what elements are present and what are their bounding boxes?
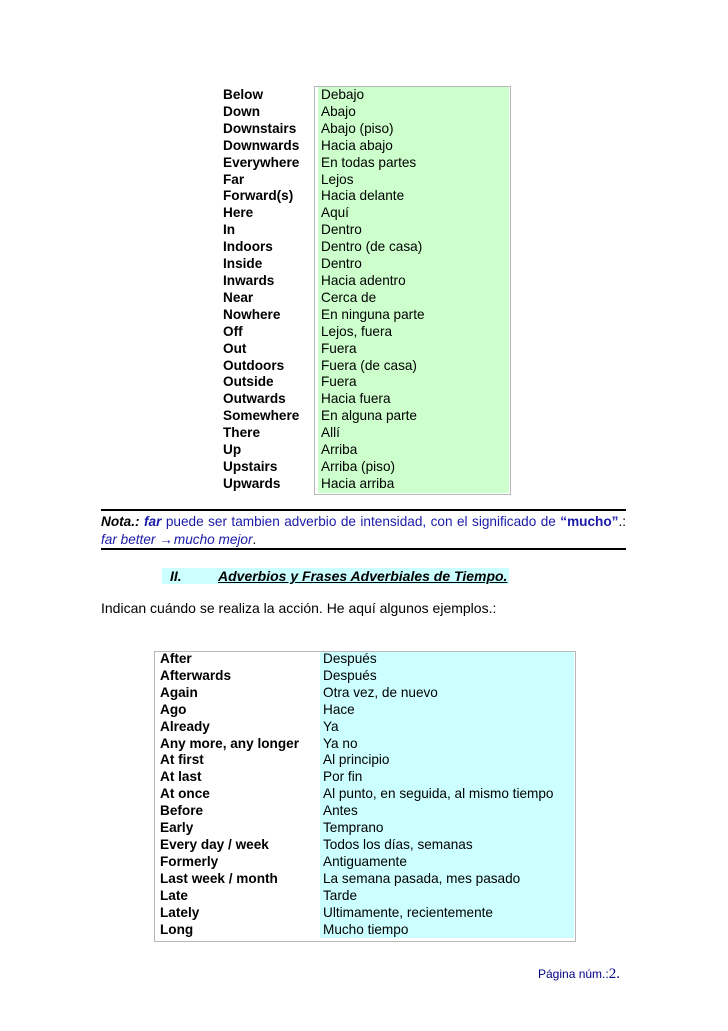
place-adverb-row <box>217 442 509 459</box>
time-adverb-row <box>154 786 574 803</box>
spanish-translation: Después <box>320 668 574 685</box>
place-adverb-row <box>217 273 509 290</box>
english-term: Down <box>223 103 260 119</box>
spanish-translation: Temprano <box>320 820 574 837</box>
time-adverb-row <box>154 668 574 685</box>
english-term: After <box>160 651 192 666</box>
spanish-translation: Dentro <box>318 222 509 239</box>
note-end: . <box>252 532 257 547</box>
time-adverb-row <box>154 685 574 702</box>
time-adverb-row <box>154 651 574 668</box>
english-term: Somewhere <box>223 408 300 424</box>
spanish-translation: Abajo <box>318 104 509 121</box>
section-heading <box>162 568 509 584</box>
spanish-translation: Hacia delante <box>318 188 509 205</box>
english-term: Far <box>223 171 245 187</box>
english-term: Formerly <box>160 853 219 869</box>
place-adverb-row <box>217 374 509 391</box>
time-adverb-row <box>154 905 574 922</box>
english-term: Forward(s) <box>223 188 294 204</box>
english-term: Every day / week <box>160 836 269 852</box>
english-term: Upwards <box>223 475 281 491</box>
spanish-translation: Hacia adentro <box>318 273 509 290</box>
time-adverb-row <box>154 803 574 820</box>
spanish-translation: Lejos <box>318 172 509 189</box>
spanish-translation: Abajo (piso) <box>318 121 509 138</box>
spanish-translation: Arriba <box>318 442 509 459</box>
spanish-translation: Fuera <box>318 341 509 358</box>
spanish-translation: Después <box>320 651 574 668</box>
english-term: Before <box>160 803 204 819</box>
english-term: Below <box>223 87 264 102</box>
footer-label: Página núm.: <box>538 967 609 981</box>
english-term: Lately <box>160 904 200 920</box>
spanish-translation: Fuera <box>318 374 509 391</box>
place-adverb-row <box>217 341 509 358</box>
note-text: puede ser tambien adverbio de intensidad, con el significado de <box>161 514 561 529</box>
place-adverb-row <box>217 121 509 138</box>
english-term: Ago <box>160 701 187 717</box>
english-term: Last week / month <box>160 870 278 886</box>
english-term: Outdoors <box>223 357 285 373</box>
place-adverb-row <box>217 307 509 324</box>
spanish-translation: Allí <box>318 425 509 442</box>
spanish-translation: Al principio <box>320 752 574 769</box>
english-term: Downstairs <box>223 120 297 136</box>
place-adverb-row <box>217 290 509 307</box>
place-adverb-row <box>217 324 509 341</box>
spanish-translation: Otra vez, de nuevo <box>320 685 574 702</box>
place-adverb-row <box>217 155 509 172</box>
note-example-es: mucho mejor <box>173 532 253 547</box>
spanish-translation: En ninguna parte <box>318 307 509 324</box>
spanish-translation: Hacia fuera <box>318 391 509 408</box>
page-number: 2. <box>608 966 620 982</box>
intro-text: Indican cuándo se realiza la acción. He aquí algunos ejemplos.: <box>101 600 497 616</box>
time-adverb-row <box>154 820 574 837</box>
place-adverb-row <box>217 256 509 273</box>
place-adverb-row <box>217 87 509 104</box>
note-term: far <box>143 514 162 529</box>
spanish-translation: Por fin <box>320 769 574 786</box>
note-example-en: far better <box>101 532 160 547</box>
spanish-translation: Arriba (piso) <box>318 459 509 476</box>
spanish-translation: Lejos, fuera <box>318 324 509 341</box>
english-term: Any more, any longer <box>160 735 299 751</box>
section-number: II. <box>170 568 182 584</box>
time-adverb-row <box>154 769 574 786</box>
arrow-right-icon: → <box>159 532 173 547</box>
english-term: Early <box>160 820 194 836</box>
place-adverb-row <box>217 476 509 493</box>
english-term: Everywhere <box>223 154 300 170</box>
page-footer <box>538 966 620 983</box>
spanish-translation: Hace <box>320 702 574 719</box>
english-term: Nowhere <box>223 306 281 322</box>
english-term: Outwards <box>223 391 286 407</box>
english-term: There <box>223 425 261 441</box>
spanish-translation: Cerca de <box>318 290 509 307</box>
english-term: In <box>223 222 236 238</box>
spanish-translation: Debajo <box>318 87 509 104</box>
section-title: Adverbios y Frases Adverbiales de Tiempo. <box>218 568 508 584</box>
spanish-translation: Hacia arriba <box>318 476 509 493</box>
english-term: At first <box>160 752 204 768</box>
english-term: Downwards <box>223 137 300 153</box>
english-term: Late <box>160 887 188 903</box>
spanish-translation: Antes <box>320 803 574 820</box>
place-adverb-row <box>217 391 509 408</box>
english-term: At last <box>160 769 202 785</box>
spanish-translation: Al punto, en seguida, al mismo tiempo <box>320 786 574 803</box>
place-adverb-row <box>217 205 509 222</box>
time-adverb-row <box>154 752 574 769</box>
place-adverb-row <box>217 239 509 256</box>
spanish-translation: Hacia abajo <box>318 138 509 155</box>
english-term: At once <box>160 786 210 802</box>
spanish-translation: Fuera (de casa) <box>318 358 509 375</box>
time-adverbs-body <box>154 651 574 938</box>
note-top-rule <box>101 509 626 511</box>
place-adverb-row <box>217 138 509 155</box>
time-adverb-row <box>154 922 574 939</box>
time-adverb-row <box>154 736 574 753</box>
english-term: Indoors <box>223 239 273 255</box>
place-adverb-row <box>217 172 509 189</box>
spanish-translation: La semana pasada, mes pasado <box>320 871 574 888</box>
spanish-translation: Dentro (de casa) <box>318 239 509 256</box>
place-adverbs-body <box>217 87 509 493</box>
time-adverb-row <box>154 854 574 871</box>
time-adverb-row <box>154 888 574 905</box>
place-adverb-row <box>217 104 509 121</box>
place-adverb-row <box>217 408 509 425</box>
note-label: Nota.: <box>101 514 140 529</box>
spanish-translation: Aquí <box>318 205 509 222</box>
time-adverb-row <box>154 871 574 888</box>
note-separator: .: <box>618 514 626 529</box>
english-term: Already <box>160 718 210 734</box>
english-term: Outside <box>223 374 274 390</box>
place-adverb-row <box>217 459 509 476</box>
note-bottom-rule <box>101 548 626 550</box>
english-term: Afterwards <box>160 667 232 683</box>
place-adverb-row <box>217 222 509 239</box>
english-term: Inside <box>223 256 263 272</box>
time-adverb-row <box>154 837 574 854</box>
english-term: Long <box>160 921 194 937</box>
english-term: Inwards <box>223 272 275 288</box>
spanish-translation: Ya no <box>320 736 574 753</box>
spanish-translation: Ya <box>320 719 574 736</box>
spanish-translation: Antiguamente <box>320 854 574 871</box>
spanish-translation: En alguna parte <box>318 408 509 425</box>
english-term: Here <box>223 205 254 221</box>
english-term: Up <box>223 442 242 458</box>
note-block <box>101 513 626 549</box>
note-mucho: “mucho” <box>560 514 619 529</box>
place-adverb-row <box>217 188 509 205</box>
spanish-translation: Todos los días, semanas <box>320 837 574 854</box>
english-term: Near <box>223 289 254 305</box>
english-term: Out <box>223 340 247 356</box>
place-adverb-row <box>217 358 509 375</box>
spanish-translation: Mucho tiempo <box>320 922 574 939</box>
english-term: Upstairs <box>223 458 278 474</box>
english-term: Off <box>223 323 243 339</box>
spanish-translation: Ultimamente, recientemente <box>320 905 574 922</box>
spanish-translation: Tarde <box>320 888 574 905</box>
time-adverbs-table <box>154 651 574 938</box>
place-adverb-row <box>217 425 509 442</box>
english-term: Again <box>160 684 198 700</box>
time-adverb-row <box>154 719 574 736</box>
spanish-translation: En todas partes <box>318 155 509 172</box>
spanish-translation: Dentro <box>318 256 509 273</box>
time-adverb-row <box>154 702 574 719</box>
place-adverbs-table <box>217 87 509 493</box>
